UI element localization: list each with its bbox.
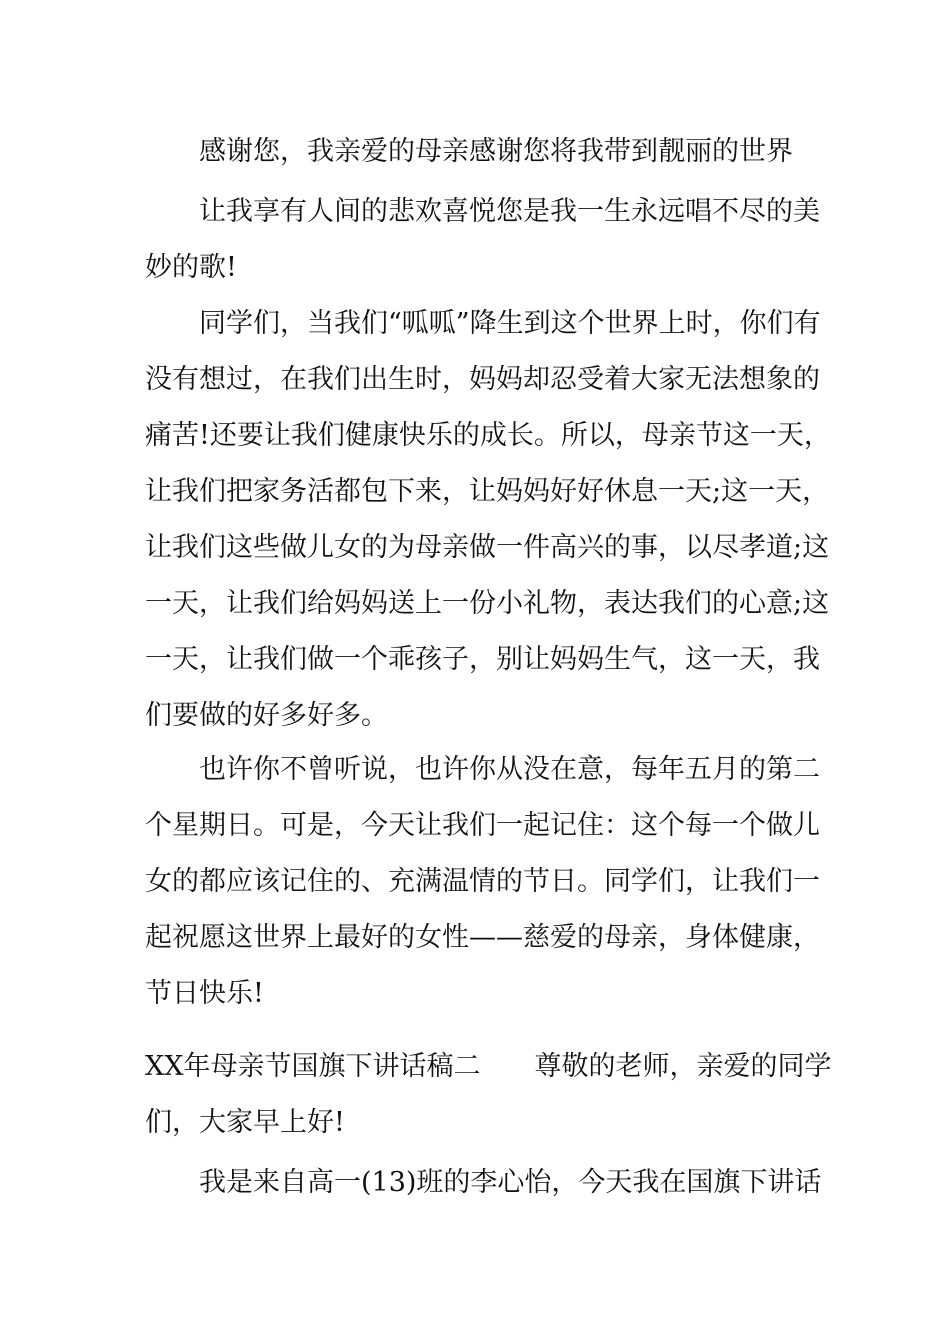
speech-greeting: 尊敬的老师，亲爱的同学们，大家早上好! — [145, 1051, 832, 1138]
speech-heading-block — [145, 1039, 835, 1151]
paragraph-second-sunday: 也许你不曾听说，也许你从没在意，每年五月的第二个星期日。可是，今天让我们一起记住：这个每一个做儿女的都应该记住的、充满温情的节日。同学们，让我们一起祝愿这世界上最好的女性——慈爱的母亲，身体健康，节日快乐! — [145, 754, 820, 1009]
paragraph-song: 让我享有人间的悲欢喜悦您是我一生永远唱不尽的美妙的歌! — [145, 196, 820, 283]
paragraph-introduction: 我是来自高一(13)班的李心怡，今天我在国旗下讲话 — [199, 1167, 822, 1198]
speech-heading: XX年母亲节国旗下讲话稿二 — [145, 1051, 481, 1082]
paragraph-thanks: 感谢您，我亲爱的母亲感谢您将我带到靓丽的世界 — [199, 136, 793, 167]
paragraph-mothers-day: 同学们，当我们“呱呱”降生到这个世界上时，你们有没有想过，在我们出生时，妈妈却忍受着大家无法想象的痛苦!还要让我们健康快乐的成长。所以，母亲节这一天，让我们把家务活都包下来，让妈妈好好休息一天;这一天，让我们这些做儿女的为母亲做一件高兴的事，以尽孝道;这一天，让我们给妈妈送上一份小礼物，表达我们的心意;这一天，让我们做一个乖孩子，别让妈妈生气，这一天，我们要做的好多好多。 — [145, 308, 831, 731]
